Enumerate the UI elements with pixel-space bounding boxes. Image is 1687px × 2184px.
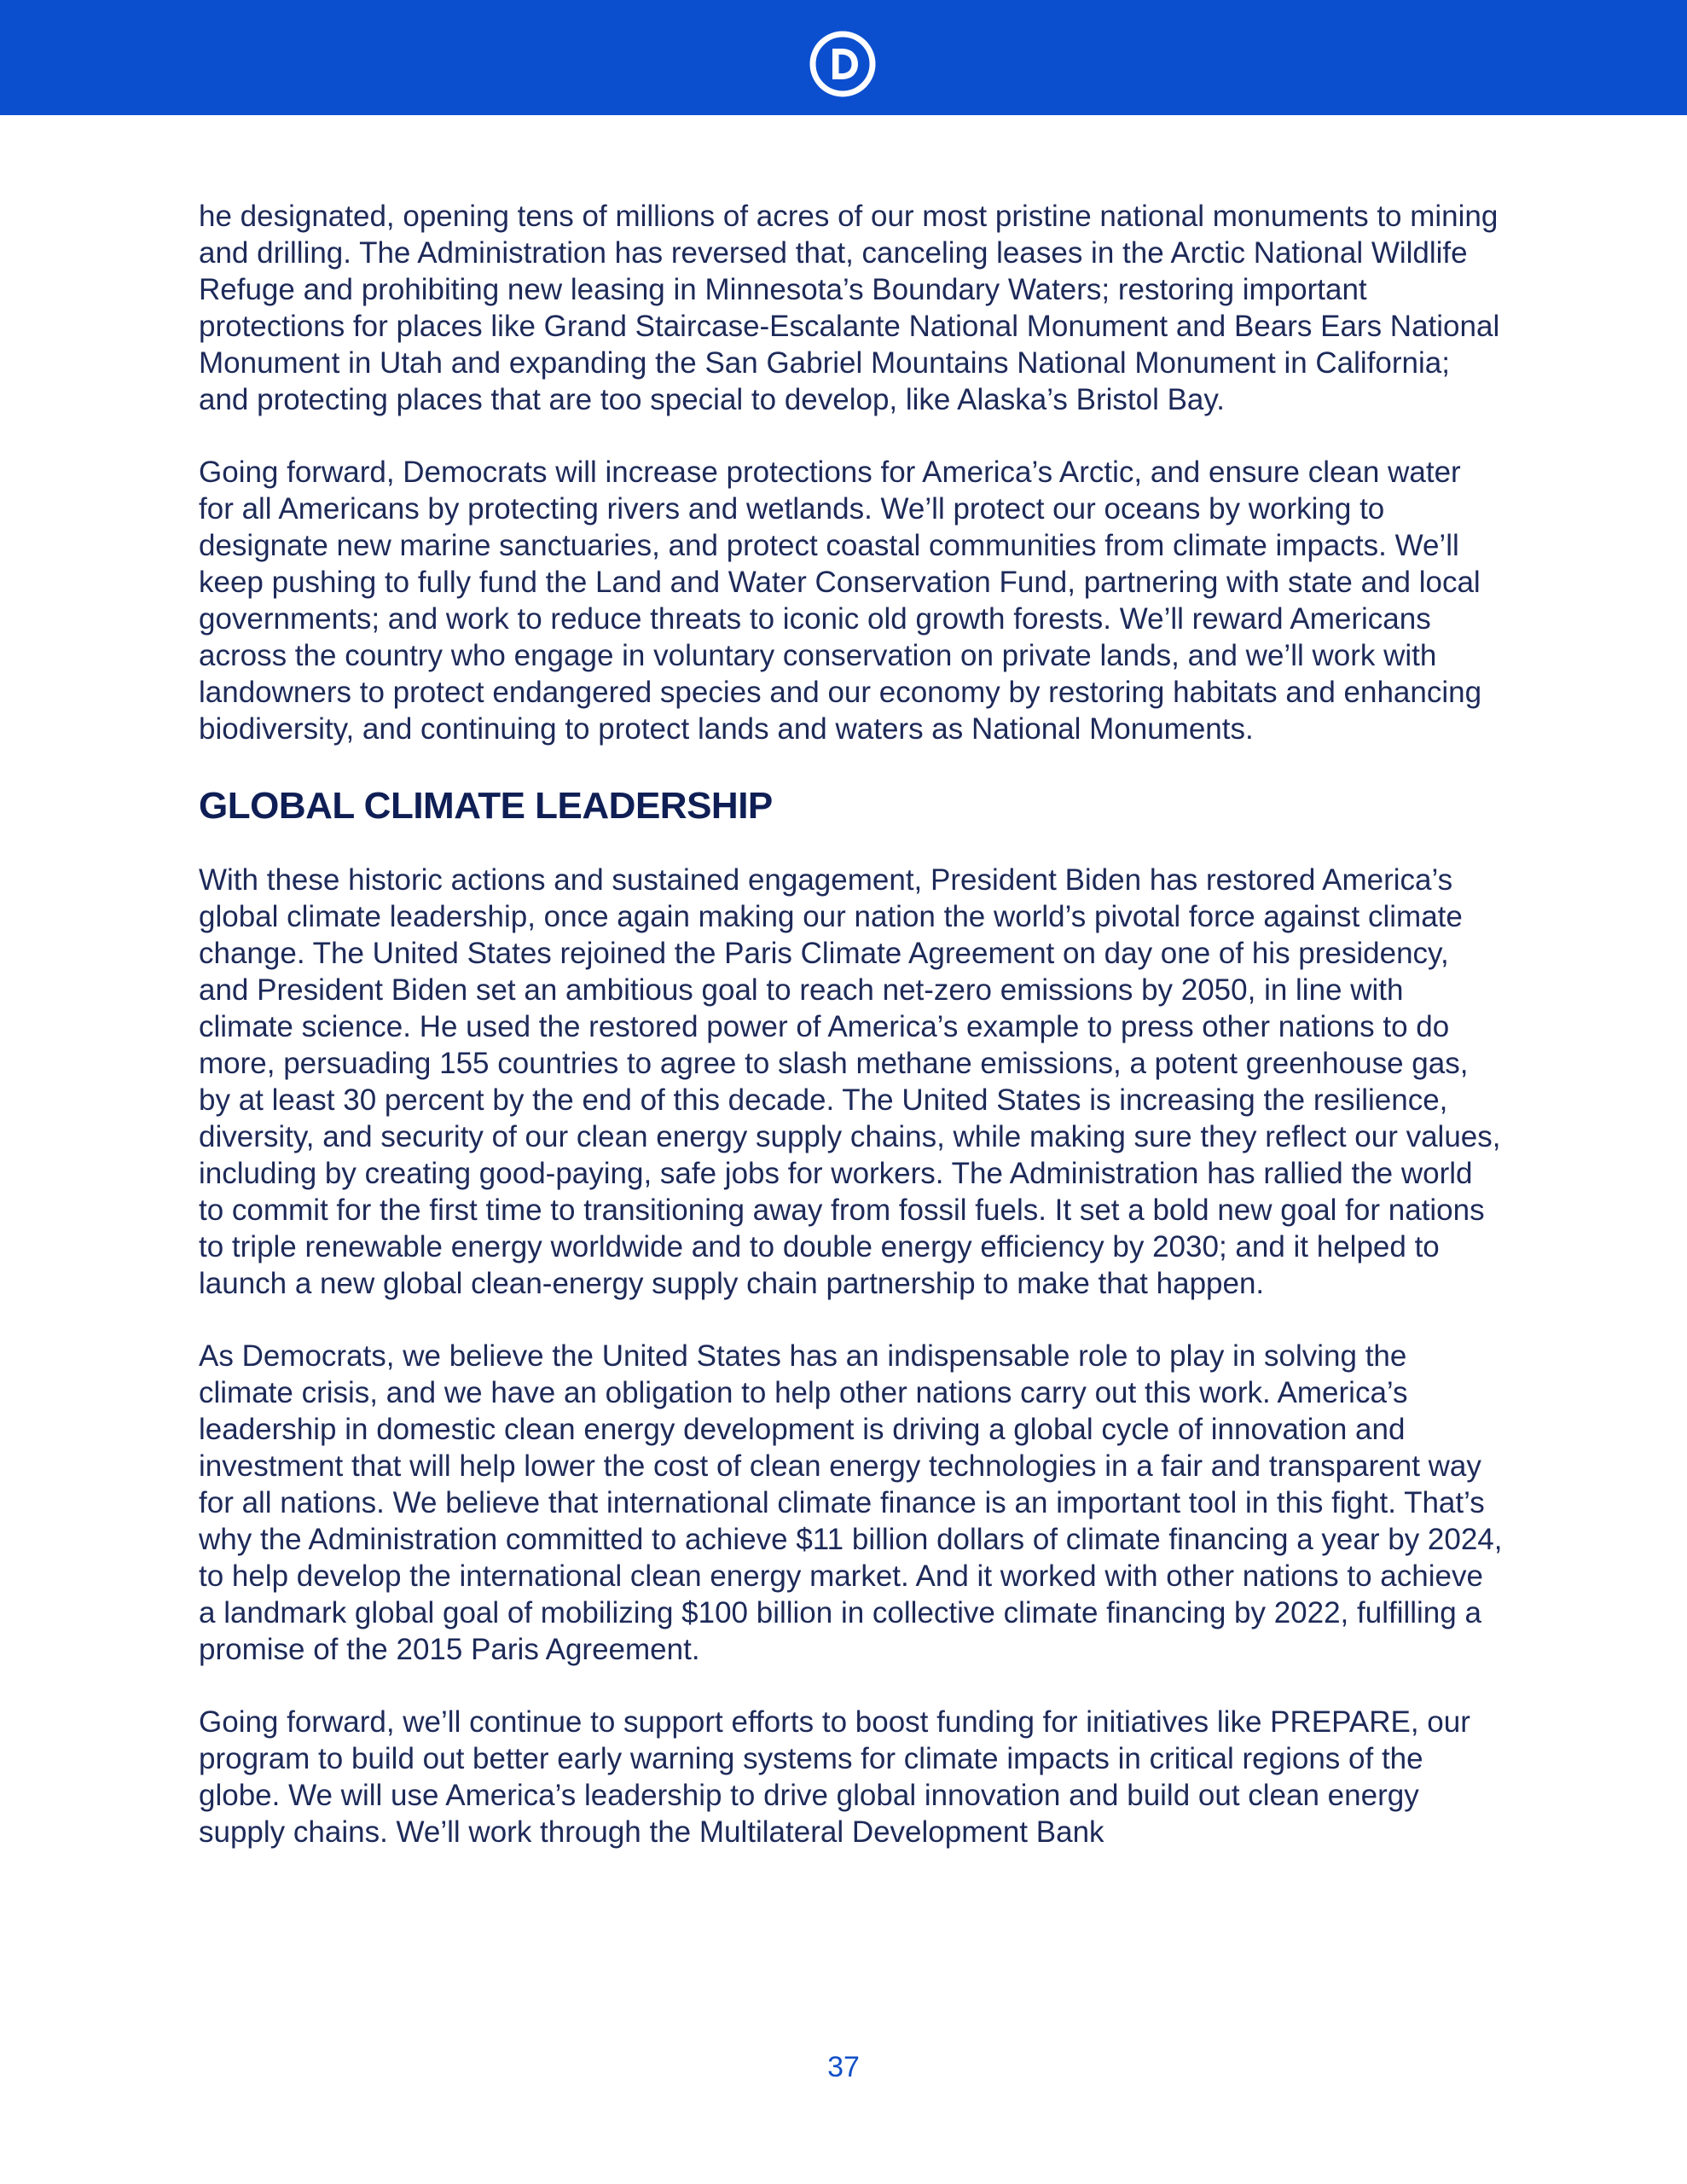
paragraph: Going forward, we’ll continue to support efforts to boost funding for initiatives like PREPARE, our program to build out better early warning systems for climate impacts in critical regions of the globe. We will use America’s leadership to drive global innovation and build out clean energy supply chains. We’ll work through the Multilateral Development Bank bbox=[199, 1705, 1470, 1849]
democratic-d-logo-icon bbox=[809, 31, 876, 97]
section-heading: GLOBAL CLIMATE LEADERSHIP bbox=[199, 785, 773, 827]
document-body bbox=[199, 198, 1504, 1886]
header-bar bbox=[0, 0, 1687, 115]
page-number: 37 bbox=[827, 2051, 860, 2083]
paragraph: With these historic actions and sustained engagement, President Biden has restored America’s global climate leadership, once again making our nation the world’s pivotal force against climate change. The United States rejoined the Paris Climate Agreement on day one of his presidency, and President Biden set an ambitious goal to reach net-zero emissions by 2050, in line with climate science. He used the restored power of America’s example to press other nations to do more, persuading 155 countries to agree to slash methane emissions, a potent greenhouse gas, by at least 30 percent by the end of this decade. The United States is increasing the resilience, diversity, and security of our clean energy supply chains, while making sure they reflect our values, including by creating good-paying, safe jobs for workers. The Administration has rallied the world to commit for the first time to transitioning away from fossil fuels. It set a bold new goal for nations to triple renewable energy worldwide and to double energy efficiency by 2030; and it helped to launch a new global clean-energy supply chain partnership to make that happen. bbox=[199, 863, 1501, 1300]
paragraph: Going forward, Democrats will increase protections for America’s Arctic, and ensure clean water for all Americans by protecting rivers and wetlands. We’ll protect our oceans by working to designate new marine sanctuaries, and protect coastal communities from climate impacts. We’ll keep pushing to fully fund the Land and Water Conservation Fund, partnering with state and local governments; and work to reduce threats to iconic old growth forests. We’ll reward Americans across the country who engage in voluntary conservation on private lands, and we’ll work with landowners to protect endangered species and our economy by restoring habitats and enhancing biodiversity, and continuing to protect lands and waters as National Monuments. bbox=[199, 456, 1482, 746]
paragraph: he designated, opening tens of millions of acres of our most pristine national monuments to mining and drilling. The Administration has reversed that, canceling leases in the Arctic National Wildlife Refuge and prohibiting new leasing in Minnesota’s Boundary Waters; restoring important protections for places like Grand Staircase-Escalante National Monument and Bears Ears National Monument in Utah and expanding the San Gabriel Mountains National Monument in California; and protecting places that are too special to develop, like Alaska’s Bristol Bay. bbox=[199, 200, 1500, 416]
paragraph: As Democrats, we believe the United States has an indispensable role to play in solving the climate crisis, and we have an obligation to help other nations carry out this work. America’s leadership in domestic clean energy development is driving a global cycle of innovation and investment that will help lower the cost of clean energy technologies in a fair and transparent way for all nations. We believe that international climate finance is an important tool in this fight. That’s why the Administration committed to achieve $11 billion dollars of climate financing a year by 2024, to help develop the international clean energy market. And it worked with other nations to achieve a landmark global goal of mobilizing $100 billion in collective climate financing by 2022, fulfilling a promise of the 2015 Paris Agreement. bbox=[199, 1339, 1503, 1666]
